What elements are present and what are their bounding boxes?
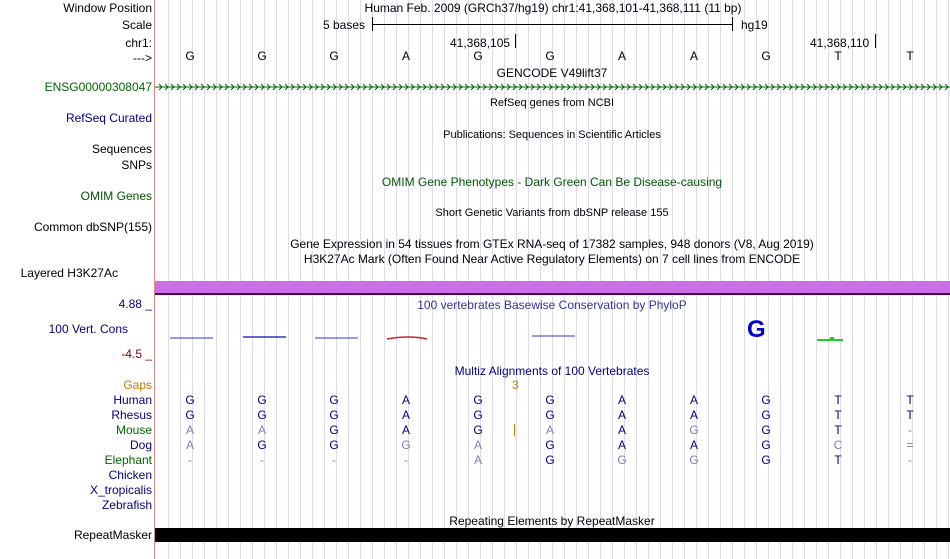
scale-bar-right-tick [732,17,733,31]
alignment-base: A [257,423,267,437]
gene-strand-chevrons-icon[interactable] [155,82,950,92]
alignment-base: G [329,408,339,422]
scale-label: Scale [121,18,152,32]
assembly-text: hg19 [741,18,768,32]
alignment-base: G [761,408,771,422]
alignment-base: A [473,438,483,452]
alignment-base: G [761,453,771,467]
species-dog-label: Dog [129,438,152,452]
alignment-base: G [257,393,267,407]
alignment-base: A [401,393,411,407]
species-mouse-label: Mouse [115,423,152,437]
alignment-base: A [689,438,699,452]
alignment-base: T [906,393,914,407]
alignment-base: A [401,408,411,422]
alignment-base: G [689,423,699,437]
window-position-label: Window Position [63,1,152,15]
repeatmasker-element-bar[interactable] [155,528,950,542]
refseq-track-label[interactable]: RefSeq Curated [65,111,152,125]
alignment-base: A [689,408,699,422]
coord-tick-1 [515,34,516,48]
phylop-track-title: 100 vertebrates Basewise Conservation by PhyloP [417,298,687,312]
phylop-signal[interactable] [155,318,950,348]
alignment-base: G [473,423,483,437]
alignment-base: G [473,408,483,422]
h3k27ac-track-label[interactable]: Layered H3K27Ac [20,266,118,280]
gencode-track-title: GENCODE V49lift37 [496,66,608,80]
cons-max-label: 4.88 _ [118,297,152,311]
species-rhesus-label: Rhesus [111,408,152,422]
h3k27ac-signal-bar[interactable] [155,281,950,293]
coord-label-1: 41,368,105 [450,36,511,50]
window-position-text: Human Feb. 2009 (GRCh37/hg19) chr1:41,368,101-41,368,111 (11 bp) [364,1,742,15]
repeatmasker-track-label[interactable]: RepeatMasker [73,528,152,542]
scale-text: 5 bases [323,18,366,32]
base-3: G [329,49,339,63]
alignment-base: C [833,438,843,452]
alignment-base: - [404,453,408,467]
alignment-base: G [329,423,339,437]
alignment-base: G [185,393,195,407]
alignment-base: T [906,408,914,422]
alignment-base: G [401,438,411,452]
base-5: G [473,49,483,63]
alignment-base: G [545,393,555,407]
species-zebrafish-label: Zebrafish [101,498,152,512]
alignment-base: G [617,453,627,467]
species-xtropicalis-label: X_tropicalis [89,483,152,497]
species-elephant-label: Elephant [104,453,152,467]
base-8: A [689,49,699,63]
snps-track-label[interactable]: SNPs [121,158,152,172]
alignment-base: A [617,393,627,407]
alignment-base: T [834,408,842,422]
alignment-base: A [617,423,627,437]
h3k27ac-track-title: H3K27Ac Mark (Often Found Near Active Regulatory Elements) on 7 cell lines from ENCODE [303,252,801,266]
scale-bar [372,24,733,25]
alignment-base: T [834,453,842,467]
gene-track-label[interactable]: ENSG00000308047 [44,80,152,94]
alignment-base: G [329,438,339,452]
species-human-label: Human [113,393,152,407]
gaps-label: Gaps [123,378,152,392]
dbsnp-track-label[interactable]: Common dbSNP(155) [33,220,152,234]
base-7: A [617,49,627,63]
refseq-track-title: RefSeq genes from NCBI [489,97,615,109]
alignment-base: A [617,438,627,452]
insertion-marker [514,424,515,436]
alignment-base: G [185,408,195,422]
track-area[interactable] [155,0,950,559]
alignment-base: G [545,438,555,452]
alignment-base: - [260,453,264,467]
publications-track-title: Publications: Sequences in Scientific Articles [443,129,661,141]
alignment-base: - [332,453,336,467]
alignment-base: G [329,393,339,407]
base-6: G [545,49,555,63]
base-9: G [761,49,771,63]
omim-track-label[interactable]: OMIM Genes [80,189,152,203]
base-2: G [257,49,267,63]
repeatmasker-track-title: Repeating Elements by RepeatMasker [449,514,655,528]
alignment-base: A [185,423,195,437]
alignment-base: T [834,393,842,407]
cons-min-label: -4.5 _ [121,347,152,361]
base-10: T [834,49,842,63]
species-chicken-label: Chicken [108,468,152,482]
coord-label-2: 41,368,110 [810,36,870,50]
alignment-base: G [761,438,771,452]
h3k27ac-baseline [155,293,950,295]
base-1: G [185,49,195,63]
phylop-peak-glyph: G [747,318,766,343]
alignment-base: - [908,453,912,467]
alignment-base: A [473,453,483,467]
alignment-base: T [834,423,842,437]
coord-tick-2 [875,34,876,48]
chrom-label: chr1: [125,36,152,50]
alignment-base: A [545,423,555,437]
sequences-track-label[interactable]: Sequences [91,142,152,156]
alignment-base: A [401,423,411,437]
track-label-column [0,0,154,559]
alignment-base: G [689,453,699,467]
cons-track-label[interactable]: 100 Vert. Cons [48,322,128,336]
alignment-base: G [761,393,771,407]
omim-track-title: OMIM Gene Phenotypes - Dark Green Can Be Disease-causing [381,175,723,189]
alignment-base: G [473,393,483,407]
alignment-base: A [185,438,195,452]
alignment-base: G [761,423,771,437]
alignment-base: G [257,408,267,422]
strand-label: ---> [133,51,152,65]
alignment-base: = [906,438,914,452]
gap-count: 3 [512,378,519,392]
multiz-track-title: Multiz Alignments of 100 Vertebrates [454,364,650,378]
dbsnp-track-title: Short Genetic Variants from dbSNP release 155 [435,207,669,219]
gtex-track-title: Gene Expression in 54 tissues from GTEx RNA-seq of 17382 samples, 948 donors (V8, Aug 2019) [290,237,814,251]
alignment-base: A [689,393,699,407]
base-11: T [906,49,914,63]
alignment-base: G [257,438,267,452]
alignment-base: - [188,453,192,467]
alignment-base: - [908,423,912,437]
alignment-base: G [545,408,555,422]
alignment-base: G [545,453,555,467]
base-4: A [401,49,411,63]
alignment-base: A [617,408,627,422]
